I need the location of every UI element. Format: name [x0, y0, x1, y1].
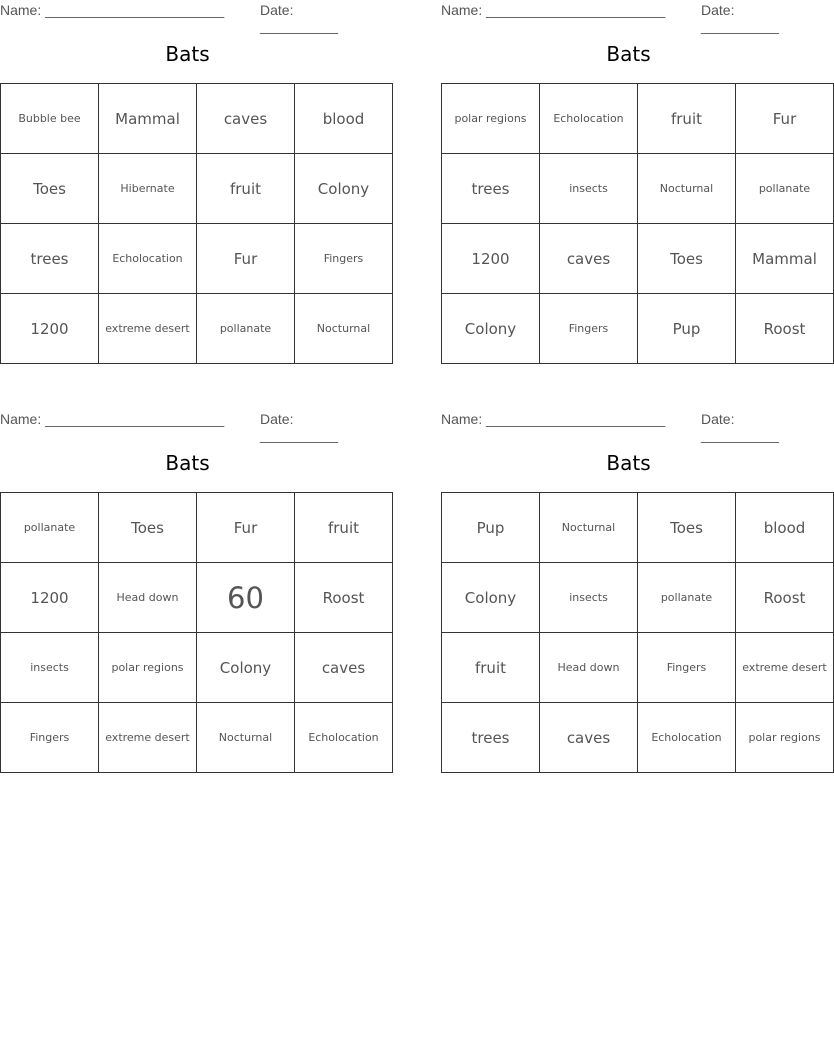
- grid-cell: pollanate: [197, 294, 295, 364]
- bingo-card: [441, 409, 827, 747]
- grid-row: [1, 154, 393, 224]
- card-header: [441, 0, 816, 34]
- grid-cell: Roost: [736, 563, 834, 633]
- grid-cell: Nocturnal: [197, 703, 295, 773]
- grid-cell: Toes: [1, 154, 99, 224]
- grid-cell: extreme desert: [99, 294, 197, 364]
- grid-cell: Bubble bee: [1, 84, 99, 154]
- grid-cell: trees: [1, 224, 99, 294]
- grid-row: [442, 633, 834, 703]
- grid-cell: Pup: [638, 294, 736, 364]
- grid-cell: Nocturnal: [540, 493, 638, 563]
- grid-cell: Head down: [99, 563, 197, 633]
- grid-cell: polar regions: [442, 84, 540, 154]
- grid-cell: Mammal: [736, 224, 834, 294]
- grid-row: [1, 224, 393, 294]
- grid-row: [1, 294, 393, 364]
- grid-cell: Echolocation: [540, 84, 638, 154]
- grid-cell: Echolocation: [295, 703, 393, 773]
- bingo-card: [0, 409, 379, 744]
- grid-row: [442, 84, 834, 154]
- card-header: [0, 0, 375, 34]
- grid-cell: Fur: [197, 493, 295, 563]
- grid-cell: Fingers: [540, 294, 638, 364]
- grid-cell: Echolocation: [99, 224, 197, 294]
- grid-row: [442, 154, 834, 224]
- grid-cell: fruit: [197, 154, 295, 224]
- grid-cell: pollanate: [1, 493, 99, 563]
- grid-cell: 1200: [442, 224, 540, 294]
- grid-row: [442, 563, 834, 633]
- date-field: Date: __________: [701, 2, 779, 34]
- bingo-grid: [441, 492, 834, 773]
- card-title: Bats: [165, 451, 210, 475]
- grid-cell: Toes: [638, 493, 736, 563]
- grid-cell: Echolocation: [638, 703, 736, 773]
- grid-cell: caves: [197, 84, 295, 154]
- grid-cell: Colony: [295, 154, 393, 224]
- grid-cell: polar regions: [736, 703, 834, 773]
- bingo-grid: [0, 492, 393, 773]
- grid-row: [442, 703, 834, 773]
- grid-cell: insects: [1, 633, 99, 703]
- grid-cell: blood: [736, 493, 834, 563]
- grid-cell: Fur: [736, 84, 834, 154]
- grid-cell: blood: [295, 84, 393, 154]
- grid-cell: caves: [540, 703, 638, 773]
- date-field: Date: __________: [260, 411, 338, 443]
- bingo-grid: [0, 83, 393, 364]
- grid-row: [1, 563, 393, 633]
- grid-cell: extreme desert: [736, 633, 834, 703]
- grid-cell: caves: [295, 633, 393, 703]
- bingo-card: [0, 0, 375, 338]
- bingo-card: [441, 0, 817, 338]
- grid-cell: Colony: [442, 294, 540, 364]
- bingo-grid: [441, 83, 834, 364]
- grid-cell: 1200: [1, 563, 99, 633]
- date-field: Date: __________: [260, 2, 338, 34]
- grid-row: [442, 224, 834, 294]
- grid-row: [442, 294, 834, 364]
- grid-cell: Head down: [540, 633, 638, 703]
- grid-cell: Toes: [99, 493, 197, 563]
- grid-cell: trees: [442, 703, 540, 773]
- grid-cell: extreme desert: [99, 703, 197, 773]
- name-field: Name: _______________________: [0, 2, 225, 18]
- grid-row: [1, 633, 393, 703]
- date-field: Date: __________: [701, 411, 779, 443]
- grid-cell: Roost: [295, 563, 393, 633]
- grid-cell: 1200: [1, 294, 99, 364]
- grid-cell: pollanate: [736, 154, 834, 224]
- grid-cell: polar regions: [99, 633, 197, 703]
- grid-cell: insects: [540, 563, 638, 633]
- grid-cell: pollanate: [638, 563, 736, 633]
- free-space-cell: 60: [197, 563, 295, 633]
- grid-cell: Mammal: [99, 84, 197, 154]
- grid-cell: insects: [540, 154, 638, 224]
- name-field: Name: _______________________: [441, 411, 666, 427]
- card-title: Bats: [606, 42, 651, 66]
- card-header: [441, 409, 816, 443]
- grid-cell: Toes: [638, 224, 736, 294]
- grid-row: [1, 703, 393, 773]
- grid-row: [1, 84, 393, 154]
- grid-cell: Nocturnal: [295, 294, 393, 364]
- grid-cell: Colony: [442, 563, 540, 633]
- grid-cell: fruit: [295, 493, 393, 563]
- grid-cell: fruit: [442, 633, 540, 703]
- grid-cell: Fur: [197, 224, 295, 294]
- grid-cell: Pup: [442, 493, 540, 563]
- grid-cell: Hibernate: [99, 154, 197, 224]
- card-header: [0, 409, 375, 443]
- grid-row: [442, 493, 834, 563]
- card-title: Bats: [165, 42, 210, 66]
- grid-cell: fruit: [638, 84, 736, 154]
- grid-row: [1, 493, 393, 563]
- name-field: Name: _______________________: [0, 411, 225, 427]
- name-field: Name: _______________________: [441, 2, 666, 18]
- grid-cell: Fingers: [638, 633, 736, 703]
- grid-cell: Fingers: [1, 703, 99, 773]
- grid-cell: trees: [442, 154, 540, 224]
- grid-cell: Roost: [736, 294, 834, 364]
- grid-cell: Nocturnal: [638, 154, 736, 224]
- grid-cell: Fingers: [295, 224, 393, 294]
- grid-cell: caves: [540, 224, 638, 294]
- card-title: Bats: [606, 451, 651, 475]
- grid-cell: Colony: [197, 633, 295, 703]
